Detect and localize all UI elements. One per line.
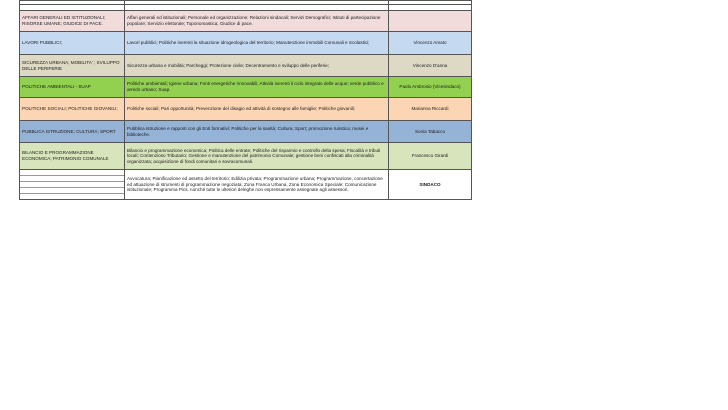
table-row: [20, 170, 472, 200]
assessor-cell: Paolo Ambrosio (Vicesindaco): [389, 77, 472, 98]
table-row: [20, 77, 472, 98]
table-row: [20, 11, 472, 32]
delegations-table: [19, 0, 472, 200]
area-cell: PUBBLICA ISTRUZIONE; CULTURA; SPORT: [20, 121, 125, 143]
table-row: [20, 98, 472, 121]
area-cell: AFFARI GENERALI ED ISTITUZIONALI; RISORSE UMANE; GIUDICE DI PACE.: [20, 11, 125, 32]
area-cell: LAVORI PUBBLICI;: [20, 32, 125, 55]
assessor-cell: [389, 11, 472, 32]
description-cell: Politiche ambientali; Igiene urbana; Fonti energetiche rinnovabili; Attività inerenti il ciclo integrato delle acque; verde pubblico e arredo urbano; Suap.: [125, 77, 389, 98]
table-row: [20, 143, 472, 170]
table-row: [20, 55, 472, 77]
area-cell: POLITICHE SOCIALI; POLITICHE GIOVANILI;: [20, 98, 125, 121]
description-cell: Politiche sociali; Pari opportunità; Prevenzione del disagio ed attività di sostegno alle famiglie; Politiche giovanili;: [125, 98, 389, 121]
assessor-cell: Marianna Riccardi: [389, 98, 472, 121]
table-row: [20, 121, 472, 143]
area-cell: SICUREZZA URBANA; MOBILITA' ; SVILUPPO DELLE PERIFERIE: [20, 55, 125, 77]
description-cell: Lavori pubblici; Politiche inerenti la situazione idrogeologica del territorio; Manutenzione immobili Comunali e Scolastici;: [125, 32, 389, 55]
area-cell: BILANCIO E PROGRAMMAZIONE ECONOMICA; PATRIMONIO COMUNALE: [20, 143, 125, 170]
assessor-cell: SINDACO: [389, 170, 472, 200]
description-cell: Avvocatura; Pianificazione ed assetto del territorio; Edilizia privata; Programmazione urbana; Programmazione, concertazione ed attuazione di strumenti di programmazione negoziata; Zona Franca Urbana, Zona Economica Speciale; Comunicazione istituzionale; Programma Pics. nonché tutte le ulteriori deleghe non espressamente assegnate agli assessori.: [125, 170, 389, 200]
assessor-cell: Vincenzo Amato: [389, 32, 472, 55]
table-row: [20, 32, 472, 55]
description-cell: Affari generali ed istituzionali; Personale ed organizzazione; Relazioni sindacali; Servizi Demografici; Istituti di partecipazione popolare; Servizio elettorale; Toponomastica; Giudice di pace.: [125, 11, 389, 32]
description-cell: Sicurezza urbana e mobilità; Parcheggi; Protezione civile; Decentramento e sviluppo delle periferie;: [125, 55, 389, 77]
area-cell: POLITICHE AMBIENTALI - SUAP: [20, 77, 125, 98]
area-cell: [20, 170, 125, 200]
assessor-cell: Vincenzo D'anna: [389, 55, 472, 77]
description-cell: Bilancio e programmazione economica; Politica delle entrate; Politiche del risparmio e controllo della spesa; Fiscalità e tributi locali; Contenzioso Tributario; Gestione e manutenzione del patrimonio Comunale; gestione beni confiscati alla criminalità organizzata; acquisizione di fondi comunitari e sovracomunali.: [125, 143, 389, 170]
blank-line: [20, 193, 124, 199]
assessor-cell: Francesco Girardi: [389, 143, 472, 170]
assessor-cell: Sonia Tabacco: [389, 121, 472, 143]
description-cell: Pubblica Istruzione e rapporti con gli Enti formativi; Politiche per la sanità; Cultura; Sport; promozione turistica; musei e biblioteche.: [125, 121, 389, 143]
